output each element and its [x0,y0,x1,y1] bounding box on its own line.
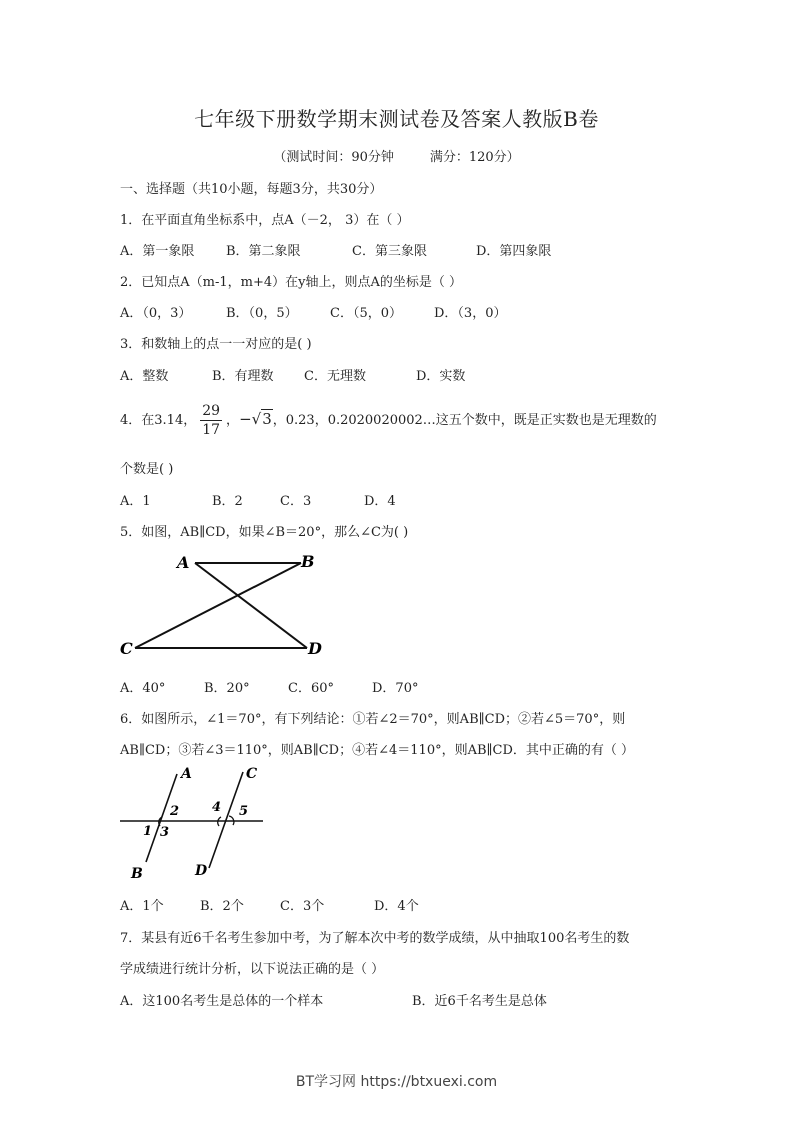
fraction [200,402,222,439]
option-a: A．1 [120,494,151,509]
radicand: 3 [262,410,272,428]
q4-suffix: ，0.23，0.2020020002…这五个数中，既是正实数也是无理数的 [272,413,657,428]
option-a: A．第一象限 [120,244,195,259]
figure-q6 [115,762,270,884]
option-c: C．60° [288,681,334,696]
fraction-denominator: 17 [202,422,221,438]
section-heading: 一、选择题（共10小题，每题3分，共30分） [120,182,383,197]
question-3: 3．和数轴上的点一一对应的是( ) [120,337,312,352]
segment-ad [195,563,307,648]
angle-label-3: 3 [160,825,170,840]
question-2: 2．已知点A（m-1，m+4）在y轴上，则点A的坐标是（ ） [120,275,463,290]
angle-label-4: 4 [212,800,222,815]
option-b: B．2个 [200,899,244,914]
option-c: C．3个 [280,899,325,914]
option-c: C．3 [280,494,312,509]
footer-watermark: BT学习网 https://btxuexi.com [295,1074,498,1090]
fraction-numerator: 29 [202,403,221,419]
minus-sign: − [239,410,252,428]
angle-label-1: 1 [143,824,153,839]
figure-q5 [115,548,330,660]
label-b: B [131,866,143,882]
option-d: D．4个 [374,899,419,914]
option-d: D．70° [372,681,419,696]
label-a: A [181,766,192,782]
option-b: B．第二象限 [226,244,301,259]
label-c: C [120,639,133,658]
option-c: C．第三象限 [352,244,427,259]
line-cd [209,772,243,868]
question-7: 7．某县有近6千名考生参加中考，为了解本次中考的数学成绩，从中抽取100名考生的数 [120,931,630,946]
option-a: A．1个 [120,899,164,914]
option-b: B．近6千名考生是总体 [412,994,547,1009]
label-d: D [308,639,322,658]
label-b: B [301,552,315,571]
exam-info [0,146,793,165]
option-b: B．2 [212,494,243,509]
option-d: D．第四象限 [476,244,552,259]
q4-separator: ， [226,413,240,428]
label-d: D [195,863,208,879]
question-6-cont: AB∥CD；③若∠3＝110°，则AB∥CD；④若∠4＝110°，则AB∥CD．其中正确的有（ ） [120,743,635,758]
negative-root: −√3 [239,410,272,428]
question-7-cont: 学成绩进行统计分析，以下说法正确的是（ ） [120,962,385,977]
option-a: A．（0，3） [120,306,192,321]
option-d: D．（3，0） [434,306,507,321]
option-a: A．40° [120,681,166,696]
label-a: A [177,553,190,572]
question-4 [120,397,657,441]
angle-label-2: 2 [170,804,180,819]
option-a: A．整数 [120,369,169,384]
option-c: C．（5，0） [330,306,402,321]
option-d: D．4 [364,494,396,509]
exam-time: （测试时间：90分钟 [273,150,394,165]
option-d: D．实数 [416,369,466,384]
option-b: B．（0，5） [226,306,298,321]
option-a: A．这100名考生是总体的一个样本 [120,994,324,1009]
segment-bc [135,563,301,648]
question-6: 6．如图所示，∠1＝70°，有下列结论：①若∠2＝70°，则AB∥CD；②若∠5＝70°，则 [120,712,626,727]
question-5: 5．如图，AB∥CD，如果∠B＝20°，那么∠C为( ) [120,525,409,540]
q4-prefix: 4．在3.14， [120,413,197,428]
option-b: B．有理数 [212,369,274,384]
label-c: C [246,766,258,782]
question-1: 1．在平面直角坐标系中，点A（－2， 3）在（ ） [120,213,410,228]
exam-score: 满分：120分） [429,150,520,165]
question-4-cont: 个数是( ) [120,462,174,477]
angle-label-5: 5 [239,804,249,819]
option-c: C．无理数 [304,369,366,384]
page-title: 七年级下册数学期末测试卷及答案人教版B卷 [194,107,599,131]
option-b: B．20° [204,681,250,696]
